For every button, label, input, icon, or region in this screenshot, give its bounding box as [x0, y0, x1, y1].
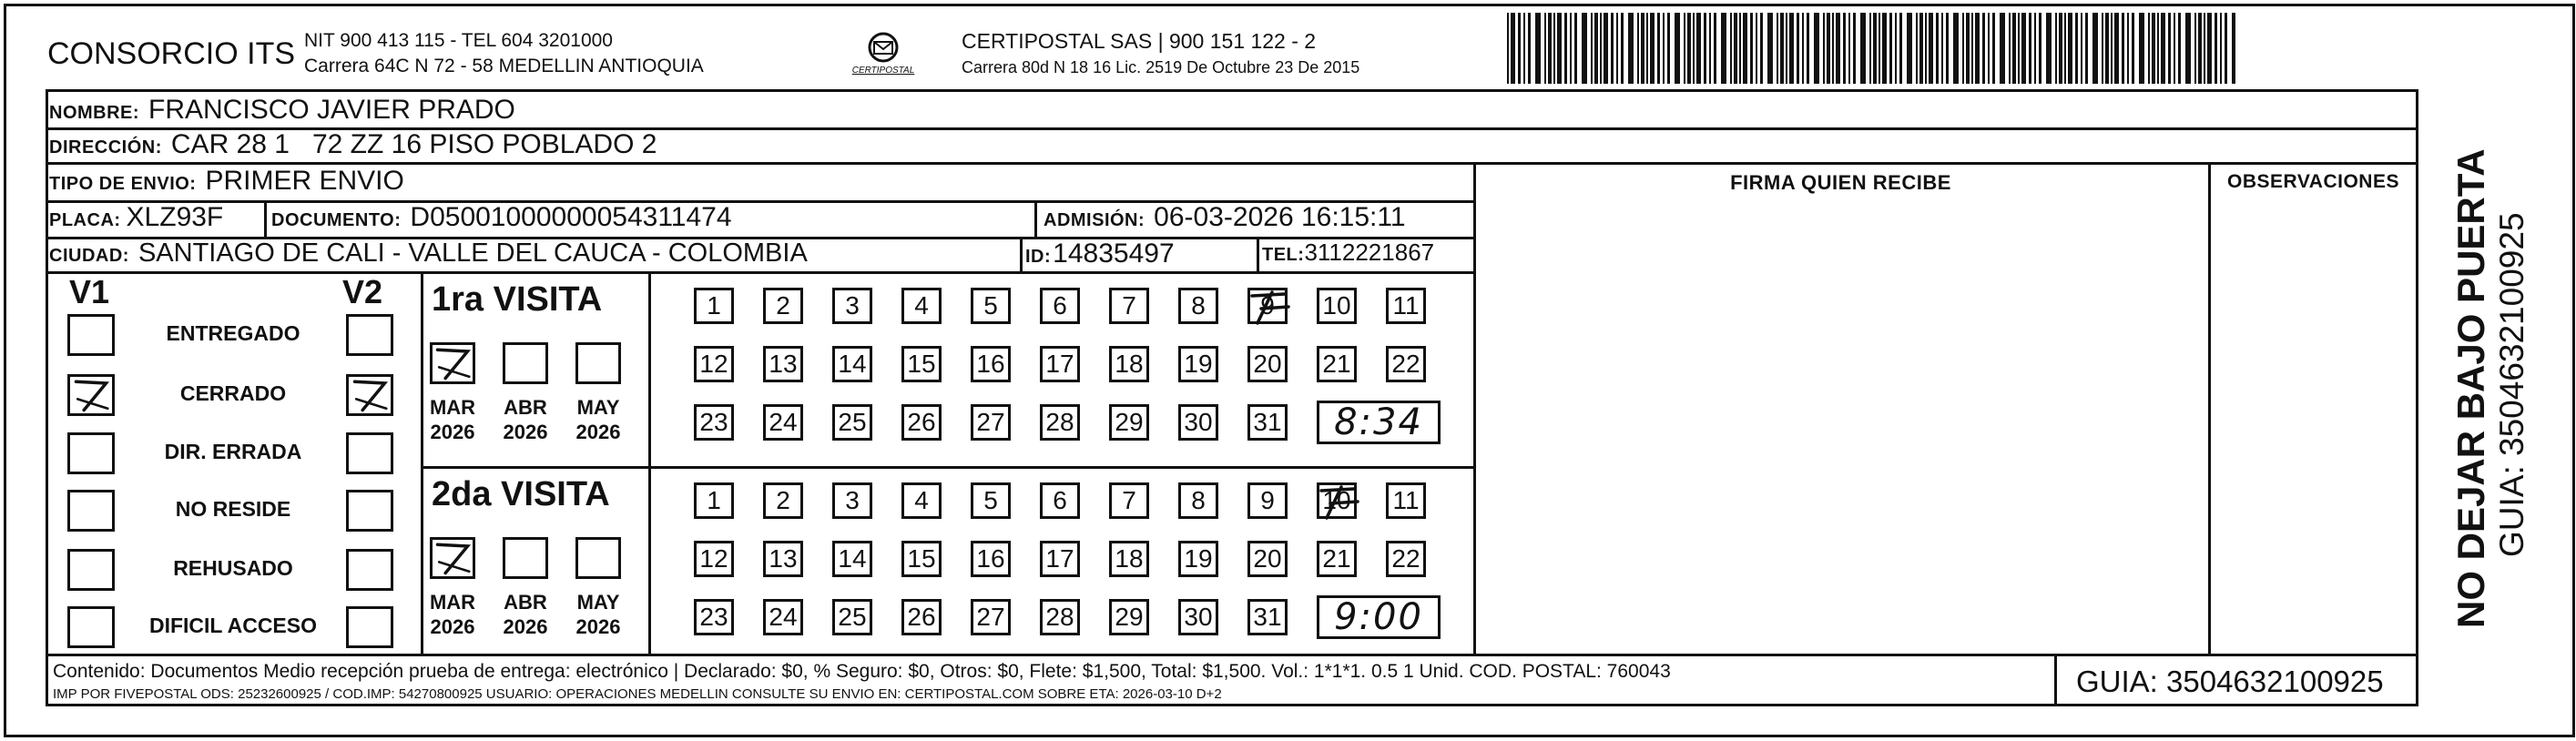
barcode-bar — [1739, 13, 1741, 84]
day-box[interactable]: 7 — [1109, 288, 1149, 324]
day-box[interactable]: 24 — [763, 599, 803, 635]
barcode-bar — [1721, 13, 1726, 84]
barcode-bar — [2000, 13, 2005, 84]
barcode-bar — [1907, 13, 1912, 84]
day-box[interactable]: 18 — [1109, 541, 1149, 577]
day-box[interactable]: 3 — [832, 288, 872, 324]
barcode-bar — [2132, 13, 2134, 84]
status-checkbox-v2[interactable] — [346, 374, 393, 416]
barcode-bar — [2225, 13, 2227, 84]
barcode-bar — [2178, 13, 2181, 84]
status-label: CERRADO — [179, 381, 287, 405]
barcode-bar — [2161, 13, 2165, 84]
day-box[interactable]: 2 — [763, 482, 803, 519]
barcode-bar — [1675, 13, 1680, 84]
month-label — [566, 395, 630, 444]
month-name: MAY — [576, 396, 620, 419]
placa-label: PLACA: — [49, 210, 121, 230]
barcode-bar — [1853, 13, 1856, 84]
barcode-bar — [2122, 13, 2124, 84]
barcode-bar — [1650, 13, 1655, 84]
id-divider — [1020, 237, 1023, 271]
barcode-bar — [1941, 13, 1943, 84]
barcode-bar — [1919, 13, 1923, 84]
side-guia: GUIA: 3504632100925 — [2493, 212, 2530, 557]
barcode-bar — [1882, 13, 1887, 84]
status-label: REHUSADO — [173, 556, 293, 580]
barcode-bar — [1823, 13, 1825, 84]
day-box[interactable]: 27 — [971, 599, 1011, 635]
barcode-bar — [1600, 13, 1602, 84]
logo-text: CERTIPOSTAL — [851, 66, 915, 76]
barcode-bar — [1553, 13, 1555, 84]
barcode-bar — [1518, 13, 1521, 84]
tracking-barcode — [1507, 13, 2235, 84]
day-box[interactable]: 13 — [763, 346, 803, 382]
observaciones-header: OBSERVACIONES — [2227, 171, 2399, 192]
barcode-bar — [1971, 13, 1973, 84]
barcode-bar — [2018, 13, 2020, 84]
barcode-bar — [1889, 13, 1892, 84]
status-checkbox-v1[interactable] — [67, 549, 115, 591]
month-year: 2026 — [430, 615, 475, 638]
day-box[interactable]: 18 — [1109, 346, 1149, 382]
day-box[interactable]: 24 — [763, 404, 803, 441]
barcode-bar — [2114, 13, 2119, 84]
ciudad-value: SANTIAGO DE CALI - VALLE DEL CAUCA - COLOMBIA — [137, 239, 808, 268]
barcode-bar — [1797, 13, 1799, 84]
barcode-bar — [1667, 13, 1670, 84]
barcode-bar — [1511, 13, 1515, 84]
status-label: ENTREGADO — [166, 321, 300, 345]
day-box[interactable]: 21 — [1317, 346, 1357, 382]
barcode-bar — [1966, 13, 1970, 84]
barcode-bar — [2039, 13, 2041, 84]
barcode-bar — [1807, 13, 1809, 84]
barcode-bar — [1693, 13, 1695, 84]
barcode-bar — [2012, 13, 2016, 84]
barcode-bar — [1988, 13, 1990, 84]
barcode-bar — [2059, 13, 2062, 84]
day-box[interactable]: 19 — [1178, 346, 1218, 382]
day-box[interactable]: 16 — [971, 541, 1011, 577]
admision-value: 06-03-2026 16:15:11 — [1154, 202, 1406, 232]
day-box[interactable]: 4 — [901, 288, 942, 324]
barcode-bar — [1704, 13, 1706, 84]
row-line — [46, 271, 1473, 274]
tel-value: 3112221867 — [1304, 239, 1435, 266]
direccion-label: DIRECCIÓN: — [49, 137, 162, 157]
barcode-bar — [1767, 13, 1773, 84]
admision-divider — [1034, 200, 1037, 237]
day-box[interactable]: 5 — [971, 288, 1011, 324]
barcode-bar — [1687, 13, 1691, 84]
barcode-bar — [1507, 13, 1509, 84]
barcode-bar — [1696, 13, 1701, 84]
certipostal-logo — [838, 27, 929, 82]
barcode-bar — [1684, 13, 1685, 84]
visit-title: 1ra VISITA — [432, 280, 603, 319]
barcode-bar — [1594, 13, 1598, 84]
barcode-bar — [1523, 13, 1525, 84]
barcode-bar — [1616, 13, 1618, 84]
barcode-bar — [2207, 13, 2212, 84]
status-label: DIFICIL ACCESO — [148, 614, 317, 637]
barcode-bar — [2194, 13, 2196, 84]
company-nit-tel: NIT 900 413 115 - TEL 604 3201000 — [304, 30, 613, 51]
day-box[interactable]: 26 — [901, 599, 942, 635]
footer-guia-divider — [2054, 654, 2057, 706]
status-checkbox-v2[interactable] — [346, 314, 393, 356]
day-box[interactable]: 23 — [694, 599, 734, 635]
barcode-bar — [1982, 13, 1985, 84]
firma-left-line — [1473, 162, 1476, 654]
day-box[interactable]: 29 — [1109, 404, 1149, 441]
side-warning: NO DEJAR BAJO PUERTA — [2449, 148, 2492, 628]
barcode-bar — [1657, 13, 1660, 84]
month-label — [494, 590, 557, 639]
firma-header: FIRMA QUIEN RECIBE — [1730, 171, 1951, 194]
id-value: 14835497 — [1053, 239, 1175, 269]
barcode-bar — [2215, 13, 2217, 84]
day-check-mark-icon — [1318, 482, 1359, 528]
day-box[interactable]: 28 — [1040, 599, 1080, 635]
barcode-bar — [1925, 13, 1927, 84]
barcode-bar — [1611, 13, 1614, 84]
barcode-bar — [1895, 13, 1897, 84]
day-box[interactable]: 1 — [694, 288, 734, 324]
months-days-divider — [648, 271, 651, 654]
barcode-bar — [2102, 13, 2103, 84]
day-box[interactable]: 25 — [832, 404, 872, 441]
day-box[interactable]: 8 — [1178, 288, 1218, 324]
barcode-bar — [1528, 13, 1531, 84]
barcode-bar — [1570, 13, 1572, 84]
barcode-bar — [1641, 13, 1644, 84]
barcode-bar — [2111, 13, 2113, 84]
day-box[interactable]: 8 — [1178, 482, 1218, 519]
status-checkbox-v2[interactable] — [346, 490, 393, 532]
barcode-bar — [2068, 13, 2072, 84]
documento-label: DOCUMENTO: — [271, 210, 402, 230]
day-box[interactable]: 9 — [1247, 288, 1288, 324]
status-checkbox-v2[interactable] — [346, 432, 393, 474]
barcode-bar — [1574, 13, 1577, 84]
barcode-bar — [1548, 13, 1552, 84]
visit-time-box[interactable] — [1317, 401, 1441, 444]
barcode-bar — [2198, 13, 2202, 84]
placa-cell — [49, 202, 223, 233]
barcode-bar — [1836, 13, 1840, 84]
barcode-bar — [1789, 13, 1794, 84]
barcode-bar — [2046, 13, 2052, 84]
day-box[interactable]: 25 — [832, 599, 872, 635]
id-cell — [1025, 239, 1175, 269]
barcode-bar — [1953, 13, 1959, 84]
barcode-bar — [2034, 13, 2036, 84]
barcode-bar — [1621, 13, 1624, 84]
month-name: MAR — [429, 396, 476, 419]
company-address: Carrera 64C N 72 - 58 MEDELLIN ANTIOQUIA — [304, 56, 704, 76]
barcode-bar — [2174, 13, 2175, 84]
month-year: 2026 — [575, 615, 621, 638]
barcode-bar — [1743, 13, 1747, 84]
month-label — [494, 395, 557, 444]
month-name: ABR — [504, 591, 547, 614]
barcode-bar — [1535, 13, 1541, 84]
day-box[interactable]: 6 — [1040, 482, 1080, 519]
footer-contenido: Contenido: Documentos Medio recepción prueba de entrega: electrónico | Declarado: $0, % Seguro: $0, Otros: $0, Flete: $1,500, Total: $1,500. Vol.: 1*1*1. 0.5 1 Unid. COD. POSTAL: 760043 — [53, 661, 1671, 682]
barcode-bar — [2148, 13, 2150, 84]
day-box[interactable]: 5 — [971, 482, 1011, 519]
day-box[interactable]: 3 — [832, 482, 872, 519]
barcode-bar — [1814, 13, 1819, 84]
direccion-value: CAR 28 1 72 ZZ 16 PISO POBLADO 2 — [170, 129, 657, 159]
barcode-bar — [2092, 13, 2098, 84]
month-year: 2026 — [430, 421, 475, 443]
day-box[interactable]: 20 — [1247, 541, 1288, 577]
visit-time: 8:34 — [1334, 401, 1423, 443]
barcode-bar — [1646, 13, 1648, 84]
tipo-envio-label: TIPO DE ENVIO: — [49, 174, 197, 194]
barcode-bar — [1756, 13, 1757, 84]
v2-label: V2 — [342, 273, 383, 310]
status-checkbox-v1[interactable] — [67, 314, 115, 356]
visit-time: 9:00 — [1334, 596, 1423, 638]
day-box[interactable]: 12 — [694, 541, 734, 577]
month-checkbox[interactable] — [503, 537, 548, 579]
day-box[interactable]: 17 — [1040, 346, 1080, 382]
barcode-bar — [1604, 13, 1608, 84]
barcode-bar — [1760, 13, 1763, 84]
day-box[interactable]: 19 — [1178, 541, 1218, 577]
barcode-bar — [1591, 13, 1593, 84]
barcode-bar — [2105, 13, 2109, 84]
barcode-bar — [2204, 13, 2205, 84]
barcode-bar — [1777, 13, 1778, 84]
barcode-bar — [1786, 13, 1787, 84]
barcode-bar — [2168, 13, 2171, 84]
day-box[interactable]: 31 — [1247, 599, 1288, 635]
barcode-bar — [2064, 13, 2066, 84]
day-check-mark-icon — [1248, 287, 1290, 333]
day-box[interactable]: 12 — [694, 346, 734, 382]
barcode-bar — [1879, 13, 1880, 84]
day-box[interactable]: 17 — [1040, 541, 1080, 577]
barcode-bar — [1992, 13, 1995, 84]
barcode-bar — [1929, 13, 1933, 84]
barcode-bar — [2029, 13, 2031, 84]
day-box[interactable]: 11 — [1386, 482, 1426, 519]
day-box[interactable]: 9 — [1247, 482, 1288, 519]
barcode-bar — [1564, 13, 1567, 84]
admision-cell — [1044, 202, 1406, 233]
barcode-bar — [1557, 13, 1562, 84]
tel-label: TEL: — [1262, 245, 1305, 265]
visit-time-box[interactable] — [1317, 595, 1441, 639]
status-checkbox-v1[interactable] — [67, 606, 115, 648]
id-label: ID: — [1025, 247, 1052, 267]
observaciones-left-line — [2208, 162, 2211, 654]
barcode-bar — [1582, 13, 1587, 84]
barcode-bar — [2127, 13, 2129, 84]
barcode-bar — [1899, 13, 1902, 84]
barcode-bar — [1730, 13, 1732, 84]
barcode-bar — [1750, 13, 1753, 84]
day-box[interactable]: 21 — [1317, 541, 1357, 577]
carrier-name: CERTIPOSTAL SAS | 900 151 122 - 2 — [962, 29, 1317, 53]
day-box[interactable]: 4 — [901, 482, 942, 519]
day-box[interactable]: 1 — [694, 482, 734, 519]
hand-check-mark-icon — [433, 345, 473, 381]
day-box[interactable]: 23 — [694, 404, 734, 441]
barcode-bar — [1832, 13, 1834, 84]
barcode-bar — [2157, 13, 2159, 84]
tel-divider — [1257, 237, 1259, 271]
documento-divider — [264, 200, 267, 237]
barcode-bar — [2139, 13, 2144, 84]
nombre-row — [49, 95, 515, 126]
barcode-bar — [2081, 13, 2082, 84]
day-box[interactable]: 29 — [1109, 599, 1149, 635]
barcode-bar — [1873, 13, 1877, 84]
barcode-bar — [2021, 13, 2026, 84]
day-box[interactable]: 7 — [1109, 482, 1149, 519]
day-box[interactable]: 10 — [1317, 288, 1357, 324]
day-box[interactable]: 31 — [1247, 404, 1288, 441]
barcode-bar — [1936, 13, 1939, 84]
day-box[interactable]: 10 — [1317, 482, 1357, 519]
barcode-bar — [1714, 13, 1716, 84]
day-box[interactable]: 30 — [1178, 599, 1218, 635]
admision-label: ADMISIÓN: — [1044, 210, 1145, 230]
day-box[interactable]: 22 — [1386, 541, 1426, 577]
barcode-bar — [1734, 13, 1737, 84]
status-label: DIR. ERRADA — [164, 440, 302, 463]
day-box[interactable]: 15 — [901, 346, 942, 382]
barcode-bar — [1975, 13, 1980, 84]
barcode-bar — [2232, 13, 2235, 84]
barcode-bar — [1802, 13, 1804, 84]
barcode-bar — [1916, 13, 1918, 84]
visit-divider-line — [421, 466, 1473, 469]
v1-label: V1 — [69, 273, 110, 310]
barcode-bar — [2152, 13, 2155, 84]
footer-guia: GUIA: 3504632100925 — [2076, 665, 2384, 698]
barcode-bar — [1869, 13, 1871, 84]
barcode-bar — [1628, 13, 1634, 84]
hand-check-mark-icon — [433, 540, 473, 576]
barcode-bar — [2055, 13, 2057, 84]
day-box[interactable]: 22 — [1386, 346, 1426, 382]
hand-check-mark-icon — [70, 377, 112, 413]
barcode-bar — [2085, 13, 2088, 84]
barcode-bar — [1962, 13, 1964, 84]
footer-line — [46, 654, 2418, 656]
month-checkbox[interactable] — [503, 342, 548, 384]
status-label: NO RESIDE — [175, 497, 291, 521]
day-box[interactable]: 2 — [763, 288, 803, 324]
status-checkbox-v1[interactable] — [67, 374, 115, 416]
carrier-address: Carrera 80d N 18 16 Lic. 2519 De Octubre 23 De 2015 — [962, 58, 1360, 76]
status-checkbox-v1[interactable] — [67, 490, 115, 532]
month-checkbox[interactable] — [575, 537, 621, 579]
barcode-bar — [1544, 13, 1546, 84]
day-box[interactable]: 15 — [901, 541, 942, 577]
documento-value: D05001000000054311474 — [410, 202, 732, 232]
day-box[interactable]: 11 — [1386, 288, 1426, 324]
footer-imp: IMP POR FIVEPOSTAL ODS: 25232600925 / COD.IMP: 54270800925 USUARIO: OPERACIONES MEDELLIN CONSULTE SU ENVIO EN: CERTIPOSTAL.COM SOBRE ETA: 2026-03-10 D+2 — [53, 686, 1222, 702]
day-box[interactable]: 6 — [1040, 288, 1080, 324]
visit-title: 2da VISITA — [432, 475, 610, 513]
month-name: MAY — [576, 591, 620, 614]
company-name: CONSORCIO ITS — [47, 36, 296, 71]
barcode-bar — [2075, 13, 2078, 84]
barcode-bar — [2185, 13, 2191, 84]
month-checkbox[interactable] — [430, 342, 475, 384]
status-checkbox-v2[interactable] — [346, 606, 393, 648]
direccion-row — [49, 129, 657, 160]
row-line — [46, 162, 2418, 165]
barcode-bar — [2220, 13, 2222, 84]
barcode-bar — [1709, 13, 1711, 84]
month-year: 2026 — [503, 421, 548, 443]
day-box[interactable]: 13 — [763, 541, 803, 577]
month-year: 2026 — [503, 615, 548, 638]
day-box[interactable]: 30 — [1178, 404, 1218, 441]
tipo-envio-row — [49, 166, 404, 197]
month-year: 2026 — [575, 421, 621, 443]
tel-cell — [1262, 239, 1434, 267]
day-box[interactable]: 20 — [1247, 346, 1288, 382]
month-name: ABR — [504, 396, 547, 419]
ciudad-cell — [49, 239, 808, 269]
barcode-bar — [1780, 13, 1784, 84]
day-box[interactable]: 28 — [1040, 404, 1080, 441]
status-checkbox-v1[interactable] — [67, 432, 115, 474]
barcode-bar — [1637, 13, 1639, 84]
month-label — [421, 590, 484, 639]
barcode-bar — [1860, 13, 1866, 84]
day-box[interactable]: 16 — [971, 346, 1011, 382]
barcode-bar — [1946, 13, 1949, 84]
status-checkbox-v2[interactable] — [346, 549, 393, 591]
barcode-bar — [1843, 13, 1846, 84]
barcode-bar — [1827, 13, 1830, 84]
month-label — [421, 395, 484, 444]
barcode-bar — [1848, 13, 1850, 84]
nombre-value: FRANCISCO JAVIER PRADO — [148, 95, 515, 125]
day-box[interactable]: 27 — [971, 404, 1011, 441]
ciudad-label: CIUDAD: — [49, 246, 129, 266]
day-box[interactable]: 14 — [832, 346, 872, 382]
month-name: MAR — [429, 591, 476, 614]
barcode-bar — [1663, 13, 1665, 84]
nombre-label: NOMBRE: — [49, 103, 140, 123]
documento-cell — [271, 202, 732, 233]
day-box[interactable]: 26 — [901, 404, 942, 441]
month-checkbox[interactable] — [430, 537, 475, 579]
month-checkbox[interactable] — [575, 342, 621, 384]
barcode-bar — [2009, 13, 2011, 84]
hand-check-mark-icon — [349, 377, 391, 413]
placa-value: XLZ93F — [126, 202, 224, 232]
day-box[interactable]: 14 — [832, 541, 872, 577]
tipo-envio-value: PRIMER ENVIO — [205, 166, 404, 196]
month-label — [566, 590, 630, 639]
